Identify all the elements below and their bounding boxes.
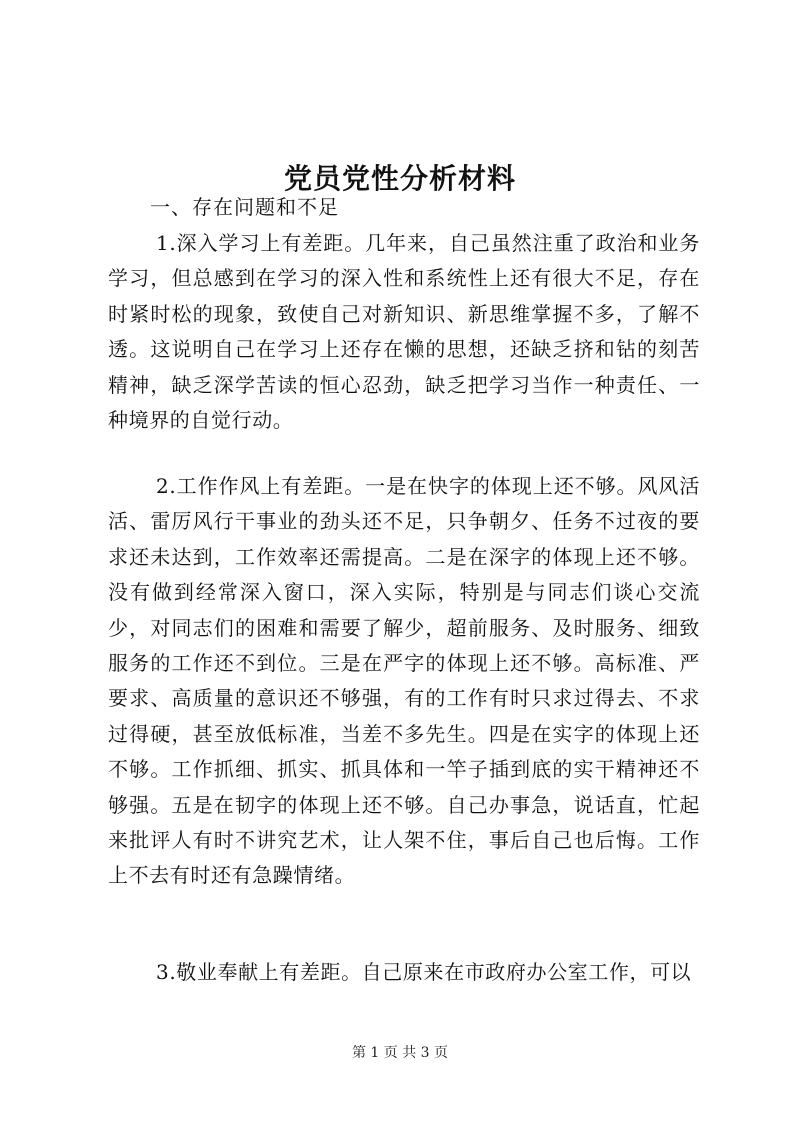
paragraph-3: 3.敬业奉献上有差距。自己原来在市政府办公室工作，可以 — [156, 960, 692, 984]
document-title: 党员党性分析材料 — [283, 161, 516, 195]
paragraph-2: 2.工作作风上有差距。一是在快字的体现上还不够。风风活活、雷厉风行干事业的劲头还不足，只争朝夕、任务不过夜的要求还未达到，工作效率还需提高。二是在深字的体现上还不够。没有做到经常深入窗口，深入实际，特别是与同志们谈心交流少，对同志们的困难和需要了解少，超前服务、及时服务、细致服务的工作还不到位。三是在严字的体现上还不够。高标准、严要求、高质量的意识还不够强，有的工作有时只求过得去、不求过得硬，甚至放低标准，当差不多先生。四是在实字的体现上还不够。工作抓细、抓实、抓具体和一竿子插到底的实干精神还不够强。五是在韧字的体现上还不够。自己办事急，说话直，忙起来批评人有时不讲究艺术，让人架不住，事后自己也后悔。工作上不去有时还有急躁情绪。 — [108, 474, 700, 888]
section-heading: 一、存在问题和不足 — [150, 195, 339, 219]
page-footer: 第 1 页 共 3 页 — [351, 1045, 449, 1061]
paragraph-1: 1.深入学习上有差距。几年来，自己虽然注重了政治和业务学习，但总感到在学习的深入性和系统性上还有很大不足，存在时紧时松的现象，致使自己对新知识、新思维掌握不多，了解不透。这说明自己在学习上还存在懒的思想，还缺乏挤和钻的刻苦精神，缺乏深学苦读的恒心忍劲，缺乏把学习当作一种责任、一种境界的自觉行动。 — [108, 231, 700, 433]
